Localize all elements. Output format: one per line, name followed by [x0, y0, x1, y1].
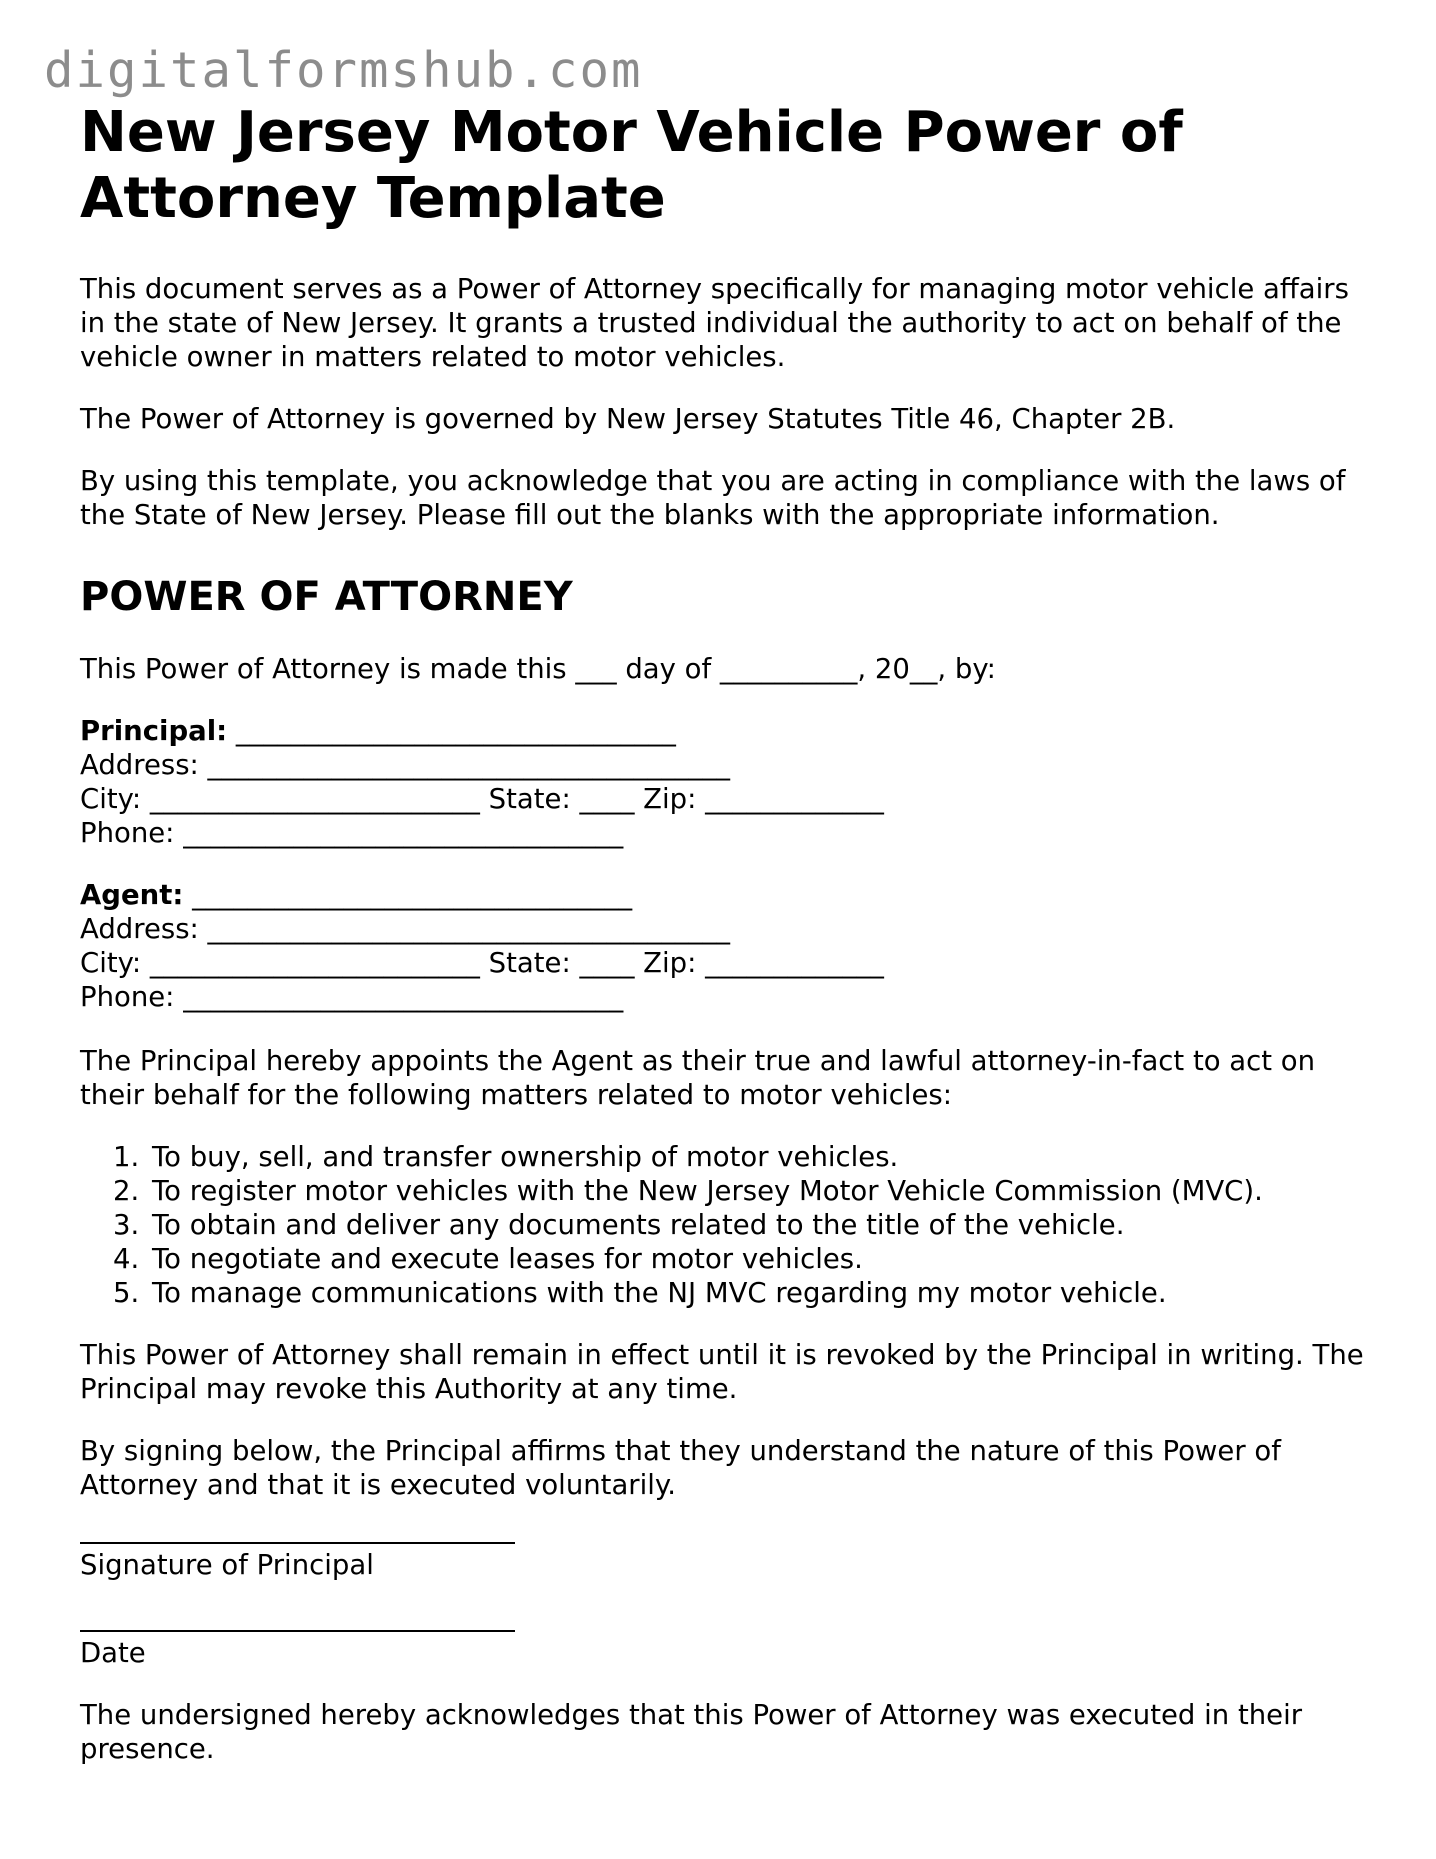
principal-name-blank: ________________________________ [227, 715, 676, 747]
agent-name-blank: ________________________________ [183, 879, 633, 911]
intro-paragraph: This document serves as a Power of Attorney specifically for managing motor vehicle affairs in the state of New Jersey. It grants a trusted individual the authority to act on behalf of the vehicle owner in matters related to motor vehicles. [80, 273, 1349, 373]
acknowledgement-paragraph: By using this template, you acknowledge that you are acting in compliance with the laws of the State of New Jersey. Please fill out the blanks with the appropriate information. [80, 465, 1346, 531]
date-block [80, 1630, 1370, 1670]
signature-label: Signature of Principal [80, 1549, 374, 1581]
signature-line [80, 1542, 515, 1544]
signature-block [80, 1542, 1370, 1582]
made-date-line: This Power of Attorney is made this ___ day of __________, 20__, by: [80, 653, 996, 685]
power-item: 5. To manage communications with the NJ MVC regarding my motor vehicle. [148, 1276, 1370, 1310]
agent-city-state-zip-line: City: ________________________ State: ____ Zip: _____________ [80, 947, 884, 979]
principal-phone-line: Phone: ________________________________ [80, 817, 624, 849]
effect-paragraph: This Power of Attorney shall remain in effect until it is revoked by the Principal in writing. The Principal may revoke this Authority at any time. [80, 1339, 1364, 1405]
undersigned-paragraph: The undersigned hereby acknowledges that this Power of Attorney was executed in their presence. [80, 1699, 1303, 1765]
agent-label: Agent: [80, 879, 184, 911]
principal-block [80, 714, 1370, 850]
date-line [80, 1630, 515, 1632]
principal-city-state-zip-line: City: ________________________ State: ____ Zip: _____________ [80, 783, 884, 815]
agent-block [80, 878, 1370, 1014]
powers-list [80, 1140, 1370, 1310]
section-heading: POWER OF ATTORNEY [80, 574, 573, 620]
agent-name-line [80, 878, 1370, 912]
signing-paragraph: By signing below, the Principal affirms that they understand the nature of this Power of Attorney and that it is executed voluntarily. [80, 1435, 1281, 1501]
principal-address-line: Address: ______________________________________ [80, 749, 731, 781]
agent-address-line: Address: ______________________________________ [80, 913, 731, 945]
date-label: Date [80, 1637, 146, 1669]
document-title: New Jersey Motor Vehicle Power of Attorney Template [80, 100, 1183, 231]
principal-label: Principal: [80, 715, 228, 747]
power-item: 2. To register motor vehicles with the New Jersey Motor Vehicle Commission (MVC). [148, 1174, 1370, 1208]
document-page [80, 100, 1370, 1766]
power-item: 1. To buy, sell, and transfer ownership of motor vehicles. [148, 1140, 1370, 1174]
statute-paragraph: The Power of Attorney is governed by New Jersey Statutes Title 46, Chapter 2B. [80, 403, 1176, 435]
watermark: digitalformshub.com [44, 42, 643, 99]
principal-name-line [80, 714, 1370, 748]
agent-phone-line: Phone: ________________________________ [80, 981, 624, 1013]
appointment-paragraph: The Principal hereby appoints the Agent as their true and lawful attorney-in-fact to act on their behalf for the following matters related to motor vehicles: [80, 1045, 1316, 1111]
power-item: 4. To negotiate and execute leases for motor vehicles. [148, 1242, 1370, 1276]
power-item: 3. To obtain and deliver any documents related to the title of the vehicle. [148, 1208, 1370, 1242]
